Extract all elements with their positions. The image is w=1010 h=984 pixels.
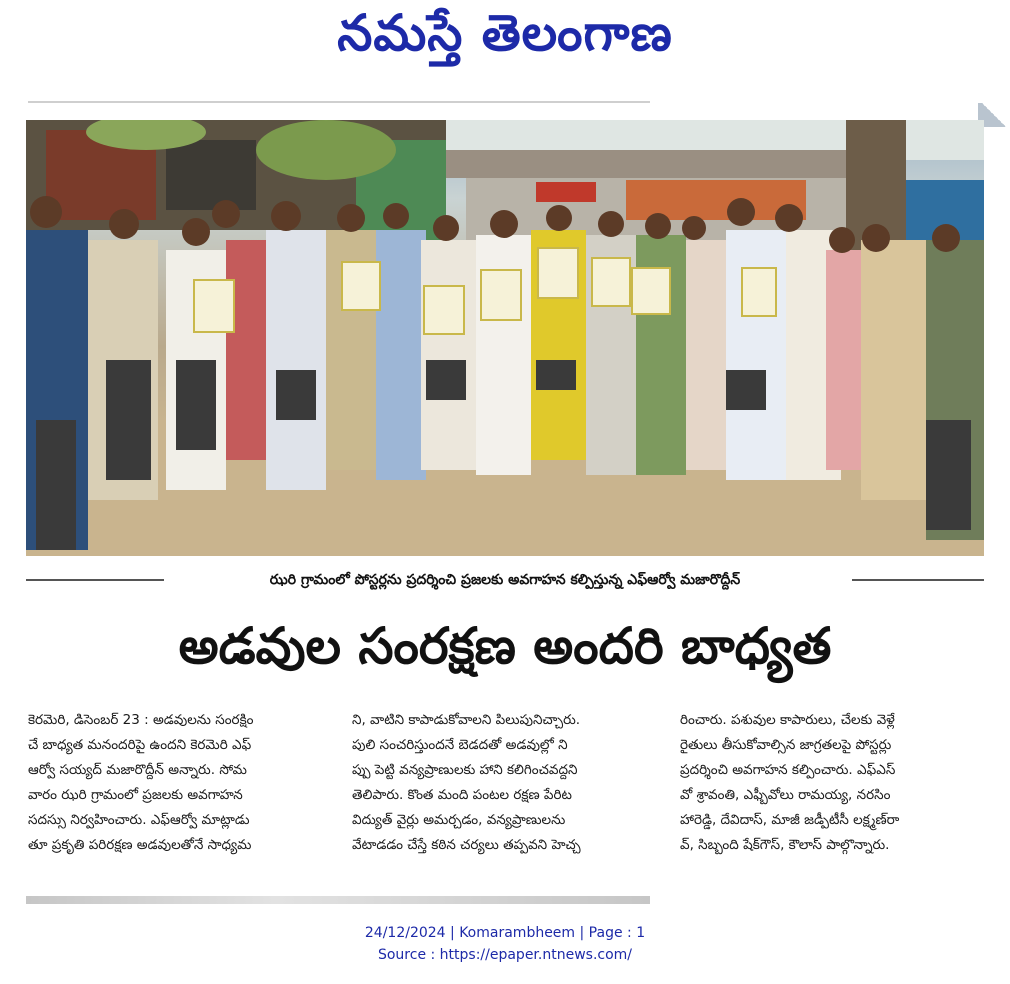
masthead-divider: [28, 101, 650, 103]
photo-caption: ఝరి గ్రామంలో పోస్టర్లను ప్రదర్శించి ప్రజలకు అవగాహన కల్పిస్తున్న ఎఫ్ఆర్వో మజారొద్దీన్: [269, 572, 741, 588]
text-line: ప్రదర్శించి అవగాహన కల్పించారు. ఎఫ్ఎస్: [680, 762, 896, 778]
article-column-3: [680, 708, 982, 884]
text-line: కెరమెరి, డిసెంబర్ 23 : అడవులను సంరక్షిం: [28, 712, 254, 728]
article-column-2: [352, 708, 654, 884]
article-headline: అడవుల సంరక్షణ అందరి బాధ్యత: [178, 617, 832, 675]
text-line: ని, వాటిని కాపాడుకోవాలని పిలుపునిచ్చారు.: [352, 712, 581, 728]
footer-source[interactable]: Source : https://epaper.ntnews.com/: [377, 947, 633, 963]
page-footer: [0, 922, 1010, 966]
text-line: ప్పు పెట్టి వన్యప్రాణులకు హాని కలిగించవద్దని: [352, 762, 578, 778]
text-line: సదస్సు నిర్వహించారు. ఎఫ్ఆర్వో మాట్లాడు: [28, 812, 250, 828]
masthead-title: నమస్తే తెలంగాణ: [337, 3, 673, 62]
text-line: వేటాడడం చేస్తే కఠిన చర్యలు తప్పవని హెచ్చ: [352, 837, 581, 853]
text-line: విద్యుత్ వైర్లు అమర్చడం, వన్యప్రాణులను: [352, 812, 566, 828]
text-line: హారెడ్డి, దేవిదాస్, మాజీ జడ్పీటీసీ లక్ష్మణ్‌రా: [680, 812, 900, 828]
text-line: వ్, సిబ్బంది షేక్‌గౌస్, కౌలాస్ పాల్గొన్నారు.: [680, 837, 890, 853]
news-photo: [26, 120, 984, 556]
text-line: రైతులు తీసుకోవాల్సిన జాగ్రతలపై పోస్టర్లు: [680, 737, 892, 753]
text-line: తూ ప్రకృతి పరిరక్షణ అడవులతోనే సాధ్యమ: [28, 837, 252, 853]
text-line: రించారు. పశువుల కాపారులు, చేలకు వెళ్లే: [680, 712, 895, 728]
text-line: పులి సంచరిస్తుందనే బెడదతో అడవుల్లో ని: [352, 737, 568, 753]
text-line: చే బాధ్యత మనందరిపై ఉందని కెరమెరి ఎఫ్: [28, 737, 252, 753]
text-line: వో శ్రావంతి, ఎఫ్బీవోలు రామయ్య, నరసిం: [680, 787, 891, 803]
next-article-edge: [26, 896, 650, 904]
text-line: ఆర్వో సయ్యద్ మజారొద్దీన్ అన్నారు. సోమ: [28, 762, 247, 778]
footer-date-page: 24/12/2024 | Komarambheem | Page : 1: [364, 925, 646, 941]
text-line: తెలిపారు. కొంత మంది పంటల రక్షణ పేరిట: [352, 787, 572, 803]
text-line: వారం ఝరి గ్రామంలో ప్రజలకు అవగాహన: [28, 787, 243, 803]
news-photo-illustration: [26, 120, 984, 556]
article-column-1: [28, 708, 330, 884]
